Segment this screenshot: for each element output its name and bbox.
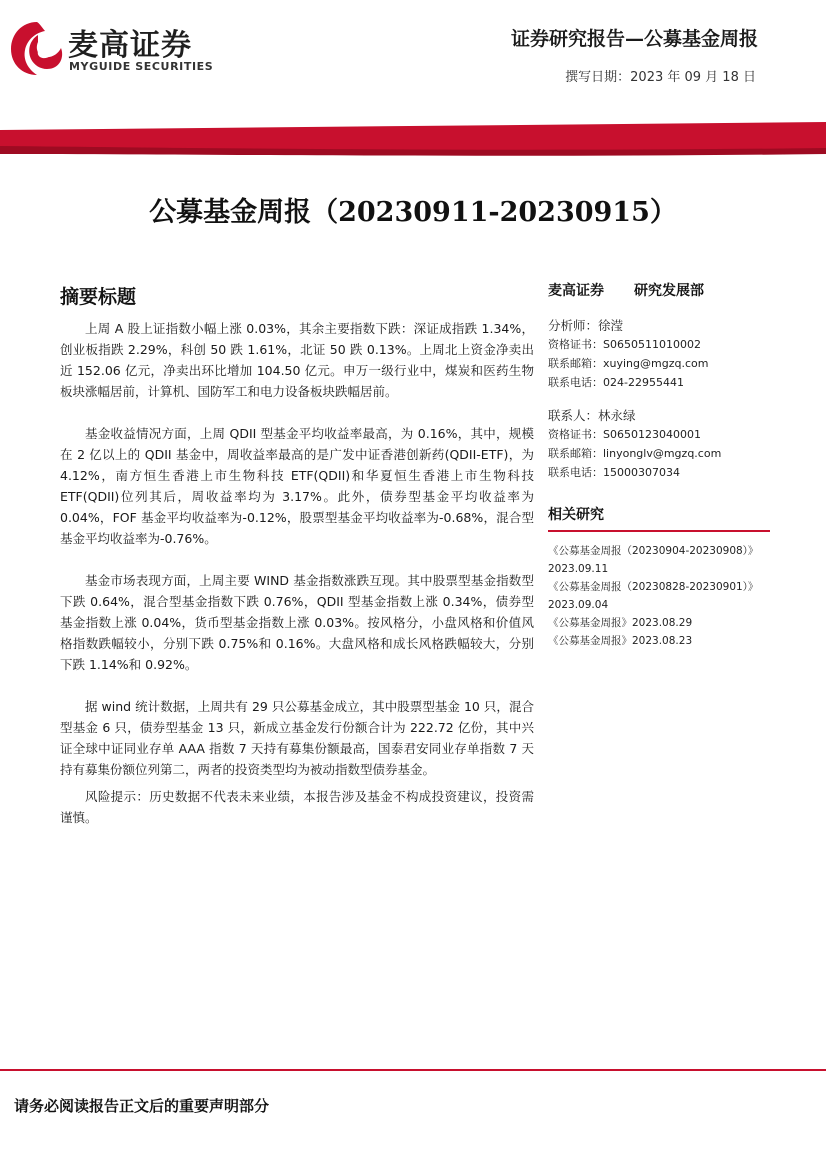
analyst-block	[548, 316, 770, 392]
footer-disclaimer: 请务必阅读报告正文后的重要声明部分	[14, 1097, 270, 1115]
logo-english-name: MYGUIDE SECURITIES	[69, 60, 214, 73]
summary-paragraph: 据 wind 统计数据，上周共有 29 只公募基金成立，其中股票型基金 10 只，混合型基金 6 只，债券型基金 13 只，新成立基金发行份额合计为 222.72 亿份，其中兴证全球中证同业存单 AAA 指数 7 天持有募集份额最高，国泰君安同业存单指数 7 天持有募集份额位列第二，两者的投资类型均为被动指数型债券基金。	[60, 699, 534, 777]
summary-paragraph: 上周 A 股上证指数小幅上涨 0.03%，其余主要指数下跌：深证成指跌 1.34%，创业板指跌 2.29%，科创 50 跌 1.61%，北证 50 跌 0.13%。上周北上资金净卖出近 152.06 亿元，净卖出环比增加 104.50 亿元。申万一级行业中，煤炭和医药生物板块涨幅居前，计算机、国防军工和电力设备板块跌幅居前。	[60, 321, 534, 399]
summary-heading: 摘要标题	[60, 286, 137, 308]
analyst-phone: 联系电话：024-22955441	[548, 376, 684, 389]
contact-email: 联系邮箱：linyonglv@mgzq.com	[548, 447, 722, 460]
related-item: 《公募基金周报》2023.08.23	[548, 635, 693, 647]
org-line	[548, 280, 770, 300]
related-item-date: 2023.09.04	[548, 599, 609, 611]
related-research-list	[548, 542, 770, 650]
risk-warning: 风险提示：历史数据不代表未来业绩，本报告涉及基金不构成投资建议，投资需谨慎。	[60, 789, 534, 825]
footer-divider	[0, 1069, 826, 1071]
logo-mark-icon	[8, 18, 66, 78]
contact-cert: 资格证书：S0650123040001	[548, 428, 701, 441]
report-date: 撰写日期：2023 年 09 月 18 日	[565, 70, 756, 85]
dept-name: 研究发展部	[634, 283, 704, 299]
logo-chinese-name: 麦高证券	[68, 28, 192, 63]
header-red-band	[0, 118, 826, 160]
report-type: 证券研究报告—公募基金周报	[510, 28, 758, 50]
page-title: 公募基金周报（20230911-20230915）	[149, 197, 677, 228]
contact-phone: 联系电话：15000307034	[548, 466, 680, 479]
related-research-heading: 相关研究	[548, 504, 770, 532]
summary-paragraph: 基金市场表现方面，上周主要 WIND 基金指数涨跌互现。其中股票型基金指数型下跌 0.64%，混合型基金指数下跌 0.76%，QDII 型基金指数上涨 0.34%，债券型基金指数上涨 0.04%，货币型基金指数上涨 0.03%。按风格分，小盘风格和价值风格指数跌幅较小，分别下跌 0.75%和 0.16%。大盘风格和成长风格跌幅较大，分别下跌 1.14%和 0.92%。	[60, 573, 534, 672]
contact-block	[548, 406, 770, 482]
related-item-date: 2023.09.11	[548, 563, 609, 575]
sidebar	[548, 280, 770, 650]
org-name: 麦高证券	[548, 283, 604, 299]
related-item: 《公募基金周报》2023.08.29	[548, 617, 693, 629]
analyst-cert: 资格证书：S0650511010002	[548, 338, 701, 351]
analyst-name: 分析师：徐滢	[548, 318, 624, 333]
company-logo	[8, 18, 223, 78]
summary-body	[60, 318, 534, 849]
summary-paragraph: 基金收益情况方面，上周 QDII 型基金平均收益率最高，为 0.16%，其中，规模在 2 亿以上的 QDII 基金中，周收益率最高的是广发中证香港创新药(QDII-ETF)，为 4.12%，南方恒生香港上市生物科技 ETF(QDII)和华夏恒生香港上市生物科技 ETF(QDII)位列其后，周收益率均为 3.17%。此外，债券型基金平均收益率为 0.04%，FOF 基金平均收益率为-0.12%，股票型基金平均收益率为-0.68%，混合型基金平均收益率为-0.76%。	[60, 426, 534, 546]
related-item: 《公募基金周报（20230828-20230901）》	[548, 581, 759, 593]
contact-name: 联系人：林永绿	[548, 408, 636, 423]
related-item: 《公募基金周报（20230904-20230908）》	[548, 545, 759, 557]
analyst-email: 联系邮箱：xuying@mgzq.com	[548, 357, 709, 370]
